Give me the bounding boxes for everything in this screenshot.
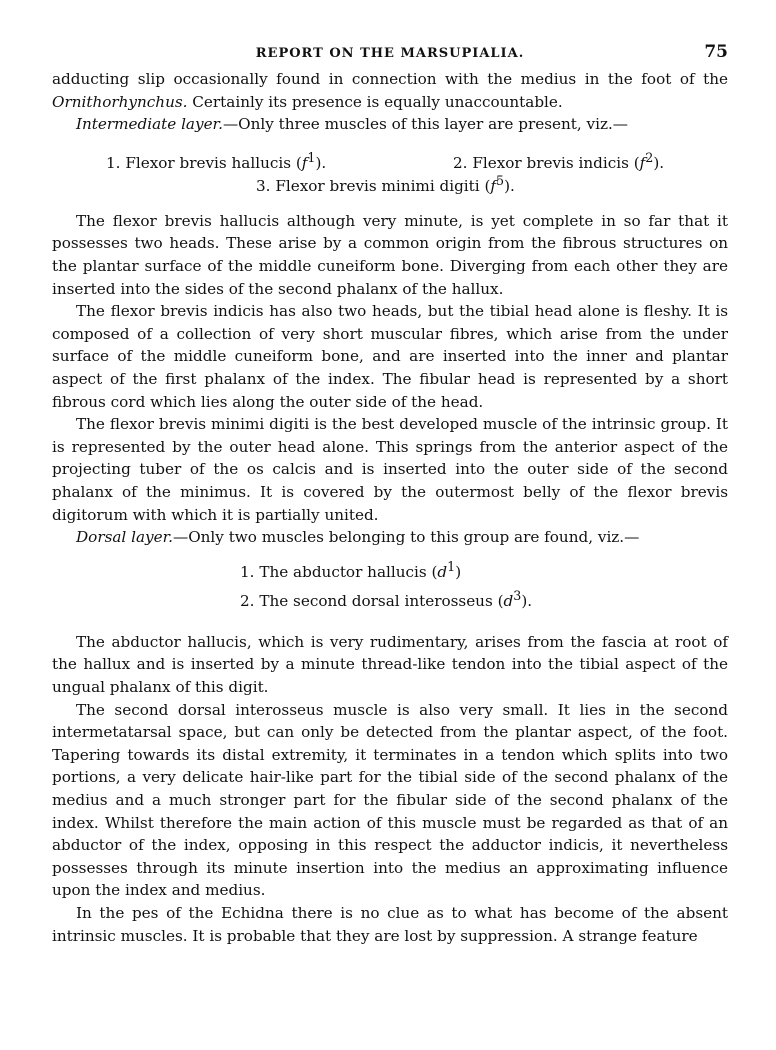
list-item: 1. The abductor hallucis $(d^1)$	[240, 558, 462, 581]
species-name: Ornithorhynchus.	[52, 92, 188, 111]
paragraph: The flexor brevis indicis has also two heads, but the tibial head alone is fleshy. It is composed of a collection of very short muscular fibres, which arise from the under surface of the middle cuneiform bone, and are inserted into the inner and plantar aspect of the first phalanx of the index. The fibular head is represented by a short fibrous cord which lies along the outer side of the head.	[52, 302, 728, 411]
section-heading: Dorsal layer.	[76, 528, 174, 547]
paragraph-text: adducting slip occasionally found in connection with the medius in the foot of the	[52, 70, 728, 88]
paragraph: The abductor hallucis, which is very rudimentary, arises from the fascia at root of the hallux and is inserted by a minute thread-like tendon into the tibial aspect of the ungual phalanx of this digit.	[52, 632, 728, 696]
paragraph-text: Certainly its presence is equally unaccountable.	[187, 92, 563, 111]
running-header	[52, 40, 728, 68]
dorsal-muscle-list	[52, 555, 728, 613]
list-item: 3. Flexor brevis minimi digiti $(f^5)$.	[256, 172, 515, 195]
list-item: 1. Flexor brevis hallucis $(f^1)$.	[106, 149, 327, 172]
paragraph: In the pes of the Echidna there is no clue as to what has become of the absent intrinsic muscles. It is probable that they are lost by suppression. A strange feature	[52, 903, 728, 945]
paragraph: The flexor brevis hallucis although very minute, is yet complete in so far that it possesses two heads. These arise by a common origin from the fibrous structures on the plantar surface of the middle cuneiform bone. Diverging from each other they are inserted into the sides of the second phalanx of the hallux.	[52, 211, 728, 298]
section-heading: Intermediate layer.	[76, 115, 223, 134]
paragraph-continued	[52, 68, 728, 113]
intermediate-muscle-list	[52, 146, 728, 195]
spacer	[52, 613, 728, 631]
paragraph-text: —Only three muscles of this layer are present, viz.—	[222, 115, 628, 134]
paragraph-text: —Only two muscles belonging to this group are found, viz.—	[173, 528, 640, 547]
running-title: REPORT ON THE MARSUPIALIA.	[255, 46, 525, 61]
section-intermediate-layer	[52, 113, 728, 136]
list-item: 2. The second dorsal interosseus $(d^3)$.	[240, 587, 533, 610]
list-item: 2. Flexor brevis indicis $(f^2)$.	[453, 149, 665, 172]
section-dorsal-layer	[52, 526, 728, 549]
page-number: 75	[704, 42, 728, 62]
paragraph: The second dorsal interosseus muscle is also very small. It lies in the second intermetatarsal space, but can only be detected from the plantar aspect, of the foot. Tapering towards its distal extremity, it terminates in a tendon which splits into two portions, a very delicate hair-like part for the tibial side of the second phalanx of the medius and a much stronger part for the fibular side of the second phalanx of the index. Whilst therefore the main action of this muscle must be regarded as that of an abductor of the index, opposing in this respect the adductor indicis, it nevertheless possesses through its minute insertion into the medius an approximating influence upon the index and medius.	[52, 700, 728, 900]
paragraph: The flexor brevis minimi digiti is the best developed muscle of the intrinsic group. It is represented by the outer head alone. This springs from the anterior aspect of the projecting tuber of the os calcis and is inserted into the outer side of the second phalanx of the minimus. It is covered by the outermost belly of the flexor brevis digitorum with which it is partially united.	[52, 415, 728, 524]
page	[52, 40, 728, 947]
